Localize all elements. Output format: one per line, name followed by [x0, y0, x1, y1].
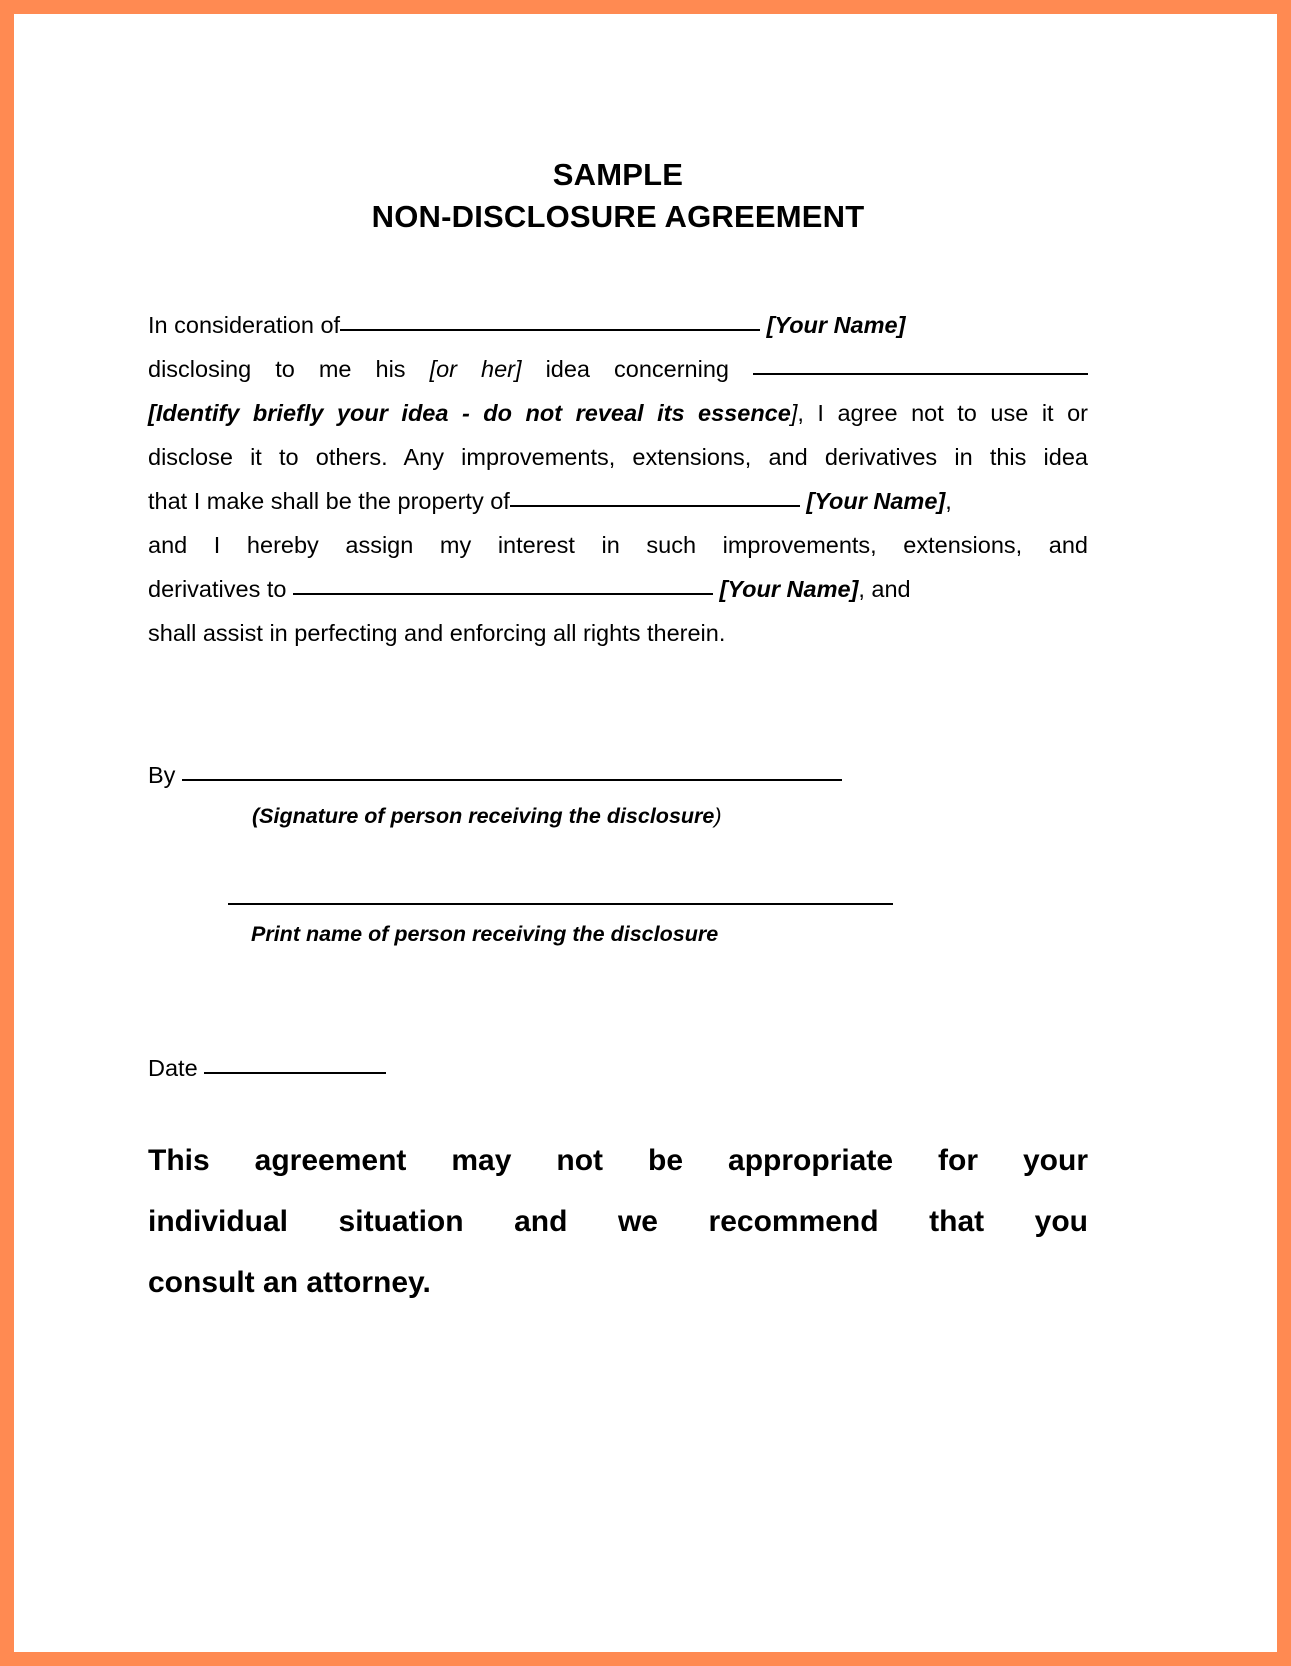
document-title-block — [148, 14, 1088, 237]
agreement-line-2-italic: [or her] — [429, 356, 522, 383]
agreement-line-2-b: idea concerning — [545, 356, 729, 383]
placeholder-identify-idea-bracket: ] — [790, 400, 798, 427]
agreement-line-1-prefix: In consideration of — [148, 312, 341, 339]
signature-block — [148, 759, 1088, 947]
placeholder-your-name-3: [Your Name] — [719, 576, 859, 603]
date-row — [148, 1052, 1088, 1082]
title-line-sample: SAMPLE — [552, 157, 684, 192]
blank-property-of[interactable] — [510, 485, 800, 507]
placeholder-your-name-2: [Your Name] — [806, 488, 946, 515]
blank-your-name-1[interactable] — [340, 309, 760, 331]
agreement-line-6: and I hereby assign my interest in such improvements, extensions, and — [148, 532, 1088, 559]
blank-idea-concerning[interactable] — [753, 353, 1088, 375]
agreement-line-8: shall assist in perfecting and enforcing all rights therein. — [148, 620, 726, 647]
closing-line-3: consult an attorney. — [148, 1266, 431, 1300]
date-label: Date — [148, 1055, 198, 1082]
agreement-line-7 — [148, 567, 1088, 611]
print-name-caption: Print name of person receiving the disclosure — [251, 922, 719, 947]
agreement-line-3-rest: , I agree not to use it or — [797, 400, 1088, 427]
by-label: By — [148, 762, 176, 789]
closing-line-1: This agreement may not be appropriate for your — [148, 1144, 1088, 1178]
placeholder-your-name-1: [Your Name] — [766, 312, 906, 339]
agreement-line-2 — [148, 347, 1088, 391]
signature-caption-paren: ) — [714, 804, 722, 829]
agreement-line-4: disclose it to others. Any improvements, extensions, and derivatives in this idea — [148, 444, 1088, 471]
closing-line-2: individual situation and we recommend that you — [148, 1205, 1088, 1239]
agreement-line-7-suffix: , and — [858, 576, 911, 603]
agreement-line-5-suffix: , — [945, 488, 952, 515]
blank-date[interactable] — [204, 1052, 386, 1074]
agreement-line-5-prefix: that I make shall be the property of — [148, 488, 510, 515]
print-name-block — [148, 901, 1088, 947]
agreement-line-5 — [148, 479, 1088, 523]
document-body — [148, 14, 1088, 1652]
placeholder-identify-idea: [Identify briefly your idea - do not reveal its essence — [148, 400, 791, 427]
agreement-line-2-a: disclosing to me his — [148, 356, 406, 383]
blank-derivatives-to[interactable] — [293, 573, 713, 595]
title-line-agreement: NON-DISCLOSURE AGREEMENT — [371, 198, 865, 234]
agreement-line-1 — [148, 303, 1088, 347]
blank-signature[interactable] — [182, 759, 842, 781]
signature-caption-text: (Signature of person receiving the disclosure — [252, 804, 715, 829]
by-row — [148, 759, 1088, 789]
agreement-line-7-prefix: derivatives to — [148, 576, 287, 603]
agreement-paragraph — [148, 303, 1088, 655]
signature-caption — [148, 804, 1088, 829]
blank-print-name[interactable] — [228, 901, 893, 905]
agreement-line-3 — [148, 391, 1088, 435]
closing-paragraph — [148, 1130, 1088, 1313]
document-page — [14, 14, 1277, 1652]
